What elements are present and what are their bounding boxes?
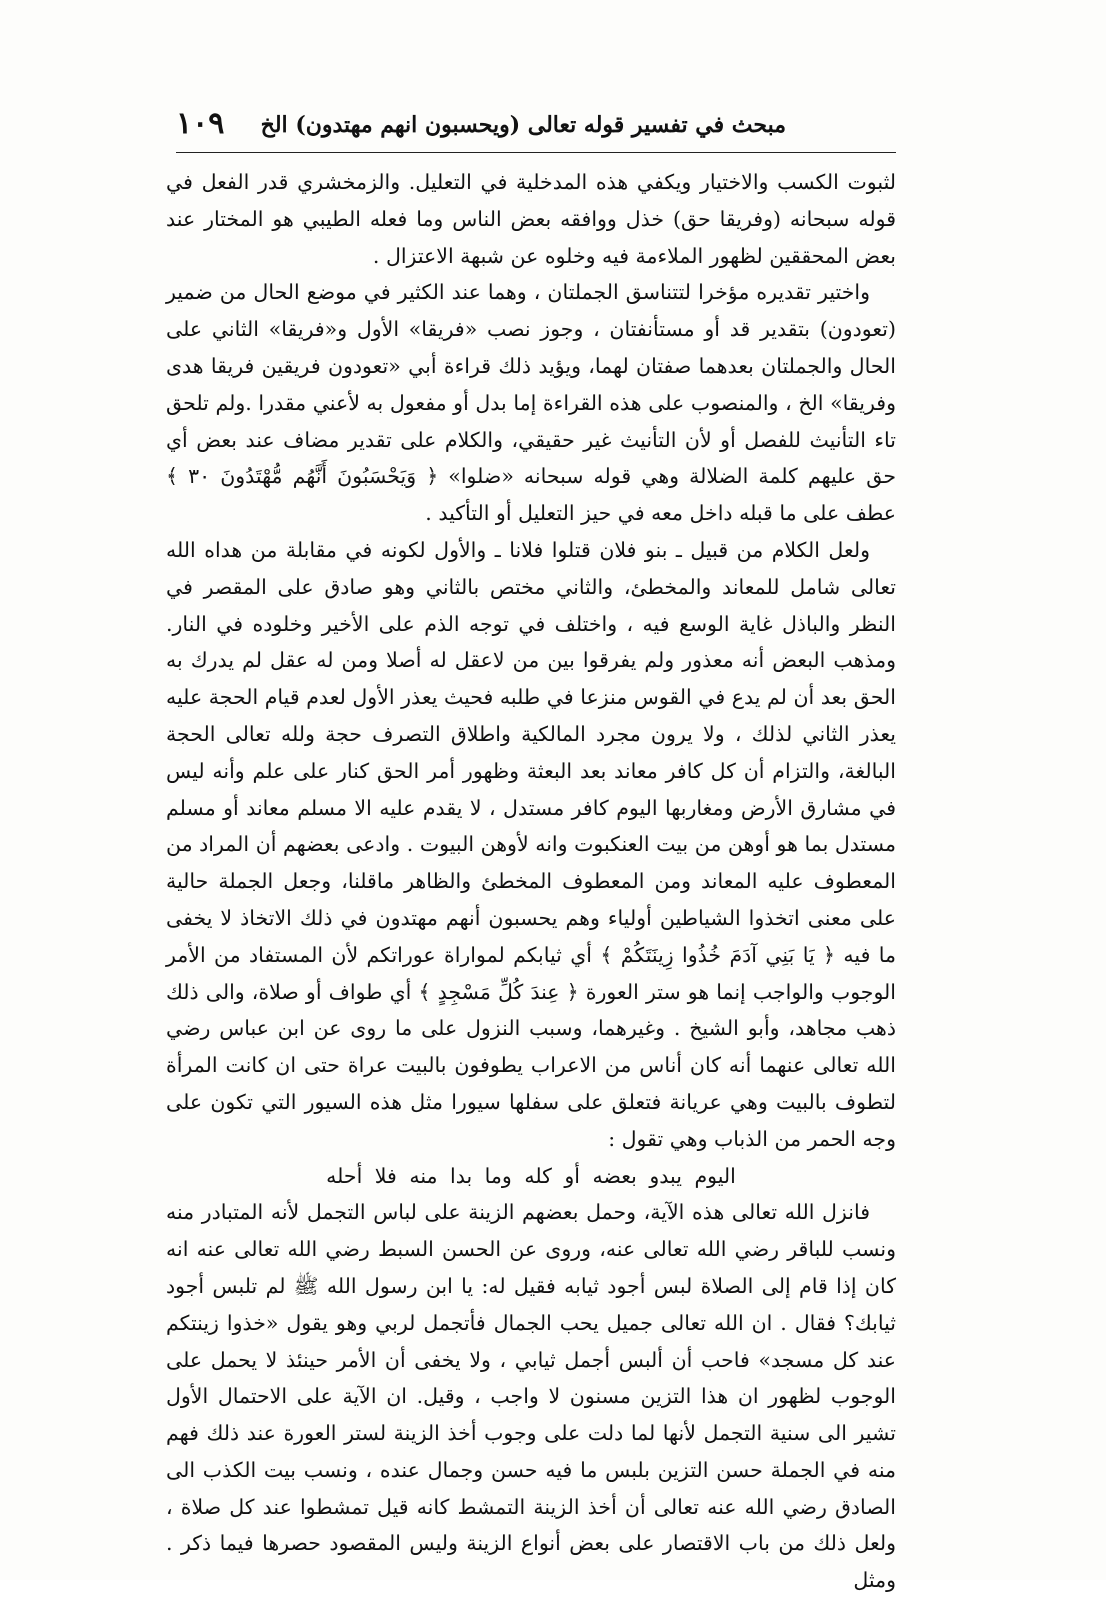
body-text (166, 164, 896, 1599)
paragraph: لثبوت الكسب والاختيار ويكفي هذه المدخلية في التعليل. والزمخشري قدر الفعل في قوله سبحانه (وفريقا حق) خذل ووافقه بعض الناس وما فعله الطيبي هو المختار عند بعض المحققين لظهور الملاءمة فيه وخلوه عن شبهة الاعتزال . (166, 170, 896, 268)
header-divider (176, 152, 896, 153)
poetry-verse: اليوم يبدو بعضه أو كله وما بدا منه فلا أحله (326, 1163, 736, 1188)
page-header (176, 106, 956, 152)
page-number: ١٠٩ (176, 106, 225, 141)
paragraph: ولعل الكلام من قبيل ـ بنو فلان قتلوا فلانا ـ والأول لكونه في مقابلة من هداه الله تعالى شامل للمعاند والمخطئ، والثاني مختص بالثاني وهو صادق على المقصر في النظر والباذل غاية الوسع فيه ، واختلف في توجه الذم على الأخير وخلوده في النار. ومذهب البعض أنه معذور ولم يفرقوا بين من لاعقل له أصلا ومن له عقل لم يدرك به الحق بعد أن لم يدع في القوس منزعا في طلبه فحيث يعذر الأول لعدم قيام الحجة عليه يعذر الثاني لذلك ، ولا يرون مجرد المالكية واطلاق التصرف حجة ولله تعالى الحجة البالغة، والتزام أن كل كافر معاند بعد البعثة وظهور أمر الحق كنار على علم وأنه ليس في مشارق الأرض ومغاربها اليوم كافر مستدل ، لا يقدم عليه الا مسلم معاند أو مسلم مستدل بما هو أوهن من بيت العنكبوت وانه لأوهن البيوت . وادعى بعضهم أن المراد من المعطوف عليه المعاند ومن المعطوف المخطئ والظاهر ماقلنا، وجعل الجملة حالية على معنى اتخذوا الشياطين أولياء وهم يحسبون أنهم مهتدون في ذلك الاتخاذ لا يخفى ما فيه ﴿ يَا بَنِي آدَمَ خُذُوا زِينَتَكُمْ ﴾ أي ثيابكم لمواراة عوراتكم لأن المستفاد من الأمر الوجوب والواجب إنما هو ستر العورة ﴿ عِندَ كُلِّ مَسْجِدٍ ﴾ أي طواف أو صلاة، والى ذلك ذهب مجاهد، وأبو الشيخ . وغيرهما، وسبب النزول على ما روى عن ابن عباس رضي الله تعالى عنهما أنه كان أناس من الاعراب يطوفون بالبيت عراة حتى ان كانت المرأة لتطوف بالبيت وهي عريانة فتعلق على سفلها سيورا مثل هذه السيور التي تكون على وجه الحمر من الذباب وهي تقول : (166, 537, 896, 1151)
running-title: مبحث في تفسير قوله تعالى (ويحسبون انهم مهتدون) الخ (260, 112, 786, 138)
paragraph: واختير تقديره مؤخرا لتتناسق الجملتان ، وهما عند الكثير في موضع الحال من ضمير (تعودون) بتقدير قد أو مستأنفتان ، وجوز نصب «فريقا» الأول و«فريقا» الثاني على الحال والجملتان بعدهما صفتان لهما، ويؤيد ذلك قراءة أبي «تعودون فريقين فريقا هدى وفريقا» الخ ، والمنصوب على هذه القراءة إما بدل أو مفعول به لأعني مقدرا .ولم تلحق تاء التأنيث للفصل أو لأن التأنيث غير حقيقي، والكلام على تقدير مضاف عند بعض أي حق عليهم كلمة الضلالة وهي قوله سبحانه «ضلوا» ﴿ وَيَحْسَبُونَ أَنَّهُم مُّهْتَدُونَ ٣٠ ﴾ عطف على ما قبله داخل معه في حيز التعليل أو التأكيد . (166, 280, 896, 526)
paragraph: فانزل الله تعالى هذه الآية، وحمل بعضهم الزينة على لباس التجمل لأنه المتبادر منه ونسب للباقر رضي الله تعالى عنه، وروى عن الحسن السبط رضي الله تعالى عنه انه كان إذا قام إلى الصلاة لبس أجود ثيابه فقيل له: يا ابن رسول الله ﷺ لم تلبس أجود ثيابك؟ فقال . ان الله تعالى جميل يحب الجمال فأتجمل لربي وهو يقول «خذوا زينتكم عند كل مسجد» فاحب أن ألبس أجمل ثيابي ، ولا يخفى أن الأمر حينئذ لا يحمل على الوجوب لظهور ان هذا التزين مسنون لا واجب ، وقيل. ان الآية على الاحتمال الأول تشير الى سنية التجمل لأنها لما دلت على وجوب أخذ الزينة لستر العورة عند ذلك فهم منه في الجملة حسن التزين بلبس ما فيه حسن وجمال عنده ، ونسب بيت الكذب الى الصادق رضي الله عنه تعالى أن أخذ الزينة التمشط كانه قيل تمشطوا عند كل صلاة ، ولعل ذلك من باب الاقتصار على بعض أنواع الزينة وليس المقصود حصرها فيما ذكر . ومثل (166, 1200, 896, 1593)
